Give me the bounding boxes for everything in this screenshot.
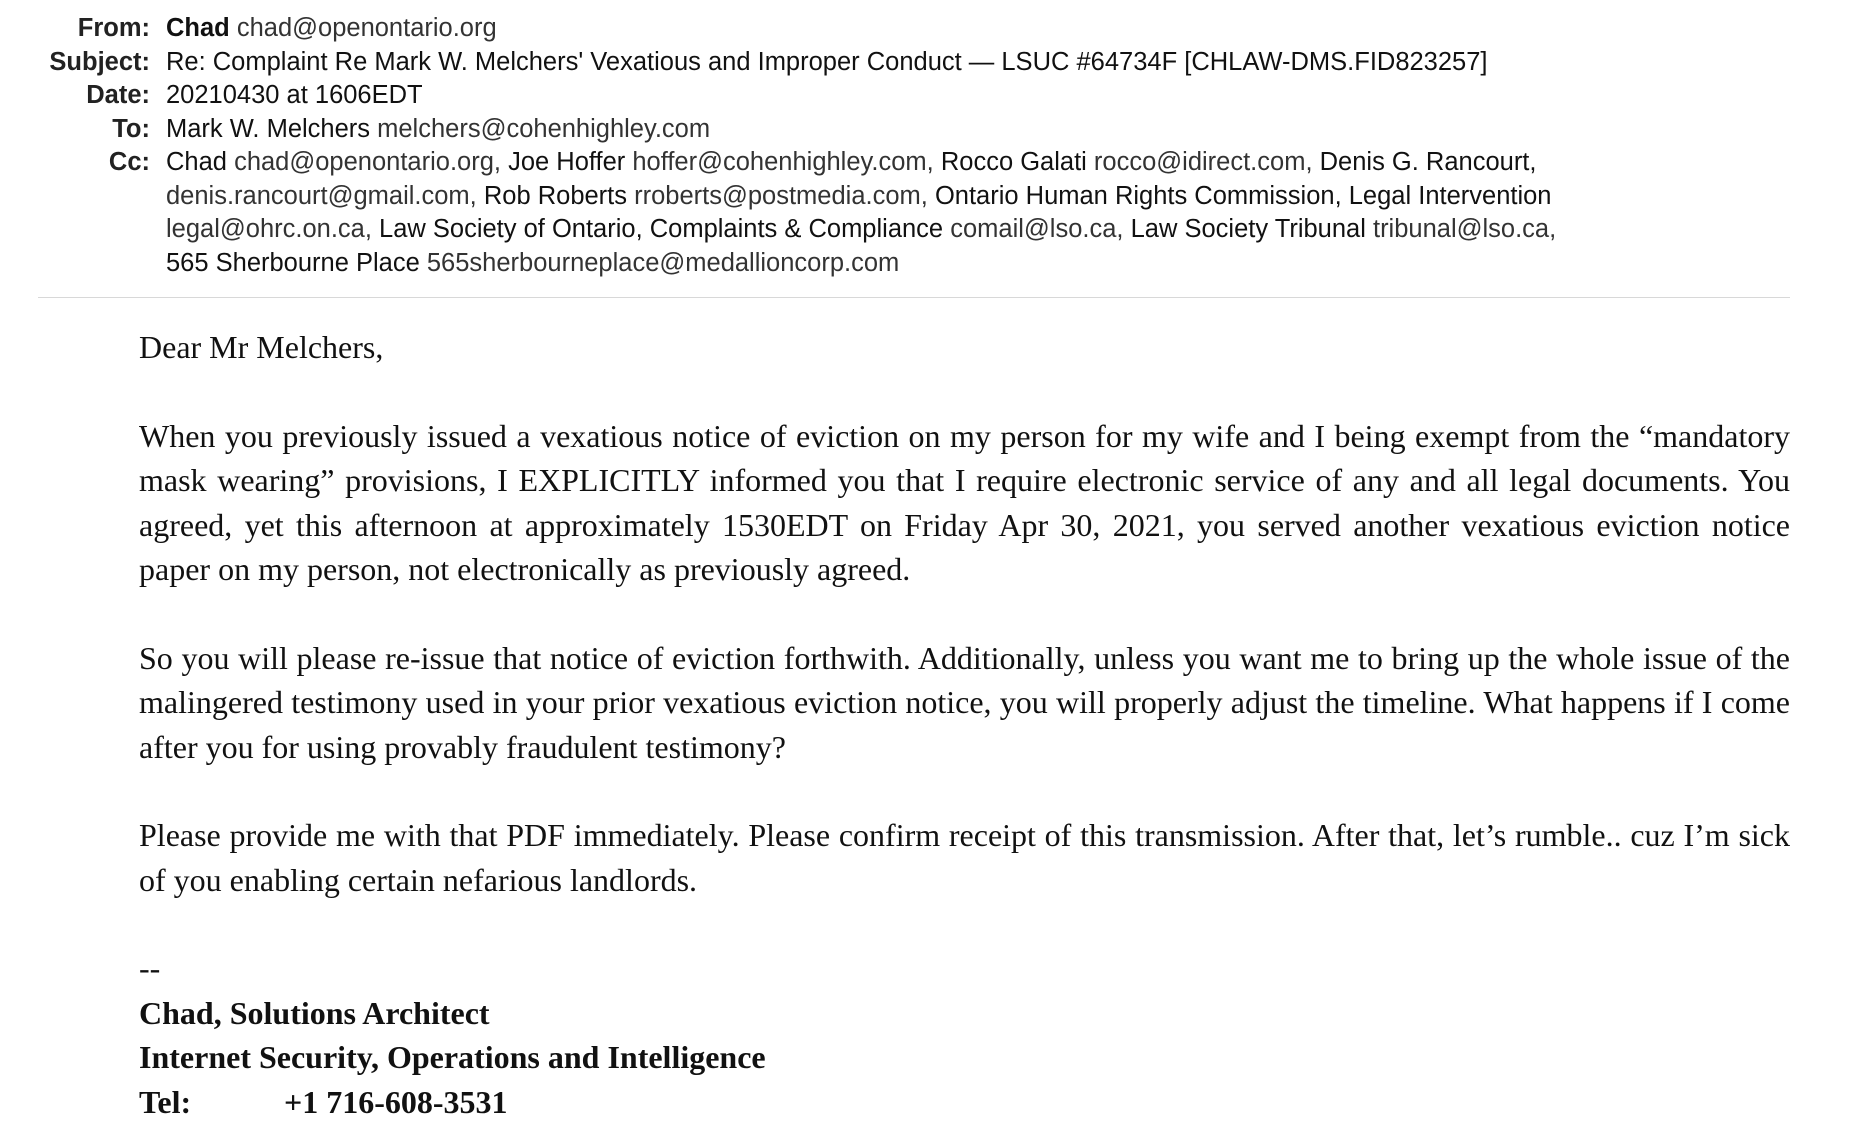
cc-name[interactable]: Chad — [166, 148, 227, 176]
cc-name[interactable]: Rob Roberts — [483, 181, 628, 210]
signature-line-1: Chad, Solutions Architect — [139, 994, 490, 1031]
signature-dashes: -- — [139, 950, 161, 986]
body-paragraph: When you previously issued a vexatious notice of eviction on my person for my wife and I being exempt from the “mandatory mask wearing” provisions, I EXPLICITLY informed you that I require electronic service of any and all legal documents. You agreed, yet this afternoon at approximately 1530EDT on Friday Apr 30, 2021, you served another vexatious eviction notice paper on my person, not electronically as previously agreed. — [139, 417, 1790, 587]
email-header — [38, 12, 1798, 280]
cc-name[interactable]: Denis G. Rancourt, — [1319, 148, 1537, 176]
cc-email[interactable]: rroberts@postmedia.com — [634, 181, 921, 210]
to-name[interactable]: Mark W. Melchers — [166, 114, 371, 143]
message-body — [139, 325, 1790, 1124]
cc-email[interactable]: 565sherbourneplace@medallioncorp.com — [426, 248, 900, 277]
cc-name[interactable]: Law Society of Ontario, Complaints & Compliance — [379, 215, 944, 243]
to-row — [38, 113, 1798, 147]
tel-label: Tel: — [139, 1083, 192, 1120]
cc-email[interactable]: legal@ohrc.on.ca — [166, 215, 365, 243]
cc-line — [166, 247, 1798, 281]
cc-email[interactable]: tribunal@lso.ca — [1372, 215, 1550, 243]
cc-name[interactable]: 565 Sherbourne Place — [166, 248, 420, 277]
cc-name[interactable]: Joe Hoffer — [508, 148, 626, 176]
signature-tel — [139, 1080, 1790, 1125]
cc-line: Chad chad@openontario.org, Joe Hoffer hoffer@cohenhighley.com, Rocco Galati rocco@idirect.com, Denis G. Rancourt, — [166, 148, 1537, 176]
cc-email[interactable]: hoffer@cohenhighley.com — [632, 148, 927, 176]
signature-line-2: Internet Security, Operations and Intelligence — [139, 1039, 766, 1075]
date-text: 20210430 at 1606EDT — [166, 81, 423, 109]
signature — [139, 946, 1790, 1124]
cc-line: denis.rancourt@gmail.com, Rob Roberts rroberts@postmedia.com, Ontario Human Rights Commission, Legal Intervention — [166, 181, 1552, 210]
from-name[interactable]: Chad — [166, 14, 230, 42]
to-label: To: — [112, 114, 150, 143]
cc-line: legal@ohrc.on.ca, Law Society of Ontario, Complaints & Compliance comail@lso.ca, Law Society Tribunal tribunal@lso.ca, — [166, 215, 1557, 243]
greeting: Dear Mr Melchers, — [139, 329, 384, 365]
tel-value[interactable]: +1 716-608-3531 — [284, 1083, 508, 1120]
cc-row — [38, 146, 1798, 280]
cc-email[interactable]: comail@lso.ca — [950, 215, 1117, 243]
header-divider — [38, 297, 1790, 298]
to-email[interactable]: melchers@cohenhighley.com — [377, 114, 711, 143]
cc-list — [150, 146, 1798, 280]
cc-name[interactable]: Rocco Galati — [940, 148, 1087, 176]
subject-label: Subject: — [49, 47, 150, 76]
from-label: From: — [77, 14, 150, 42]
date-label: Date: — [86, 81, 150, 109]
cc-label: Cc: — [108, 148, 150, 176]
cc-email[interactable]: rocco@idirect.com — [1093, 148, 1306, 176]
cc-name[interactable]: Ontario Human Rights Commission, Legal Intervention — [934, 181, 1552, 210]
body-paragraph: Please provide me with that PDF immediately. Please confirm receipt of this transmission. After that, let’s rumble.. cuz I’m sick of you enabling certain nefarious landlords. — [139, 817, 1790, 898]
cc-email[interactable]: denis.rancourt@gmail.com — [166, 181, 470, 210]
from-email[interactable]: chad@openontario.org — [236, 14, 497, 42]
subject-row — [38, 46, 1798, 80]
body-paragraph: So you will please re-issue that notice of eviction forthwith. Additionally, unless you want me to bring up the whole issue of the malingered testimony used in your prior vexatious eviction notice, you will properly adjust the timeline. What happens if I come after you for using provably fraudulent testimony? — [139, 639, 1790, 765]
date-row — [38, 79, 1798, 113]
from-row — [38, 12, 1798, 46]
subject-text: Re: Complaint Re Mark W. Melchers' Vexatious and Improper Conduct — LSUC #64734F [CHLAW-DMS.FID823257] — [166, 47, 1488, 76]
cc-name[interactable]: Law Society Tribunal — [1130, 215, 1366, 243]
cc-email[interactable]: chad@openontario.org — [234, 148, 494, 176]
